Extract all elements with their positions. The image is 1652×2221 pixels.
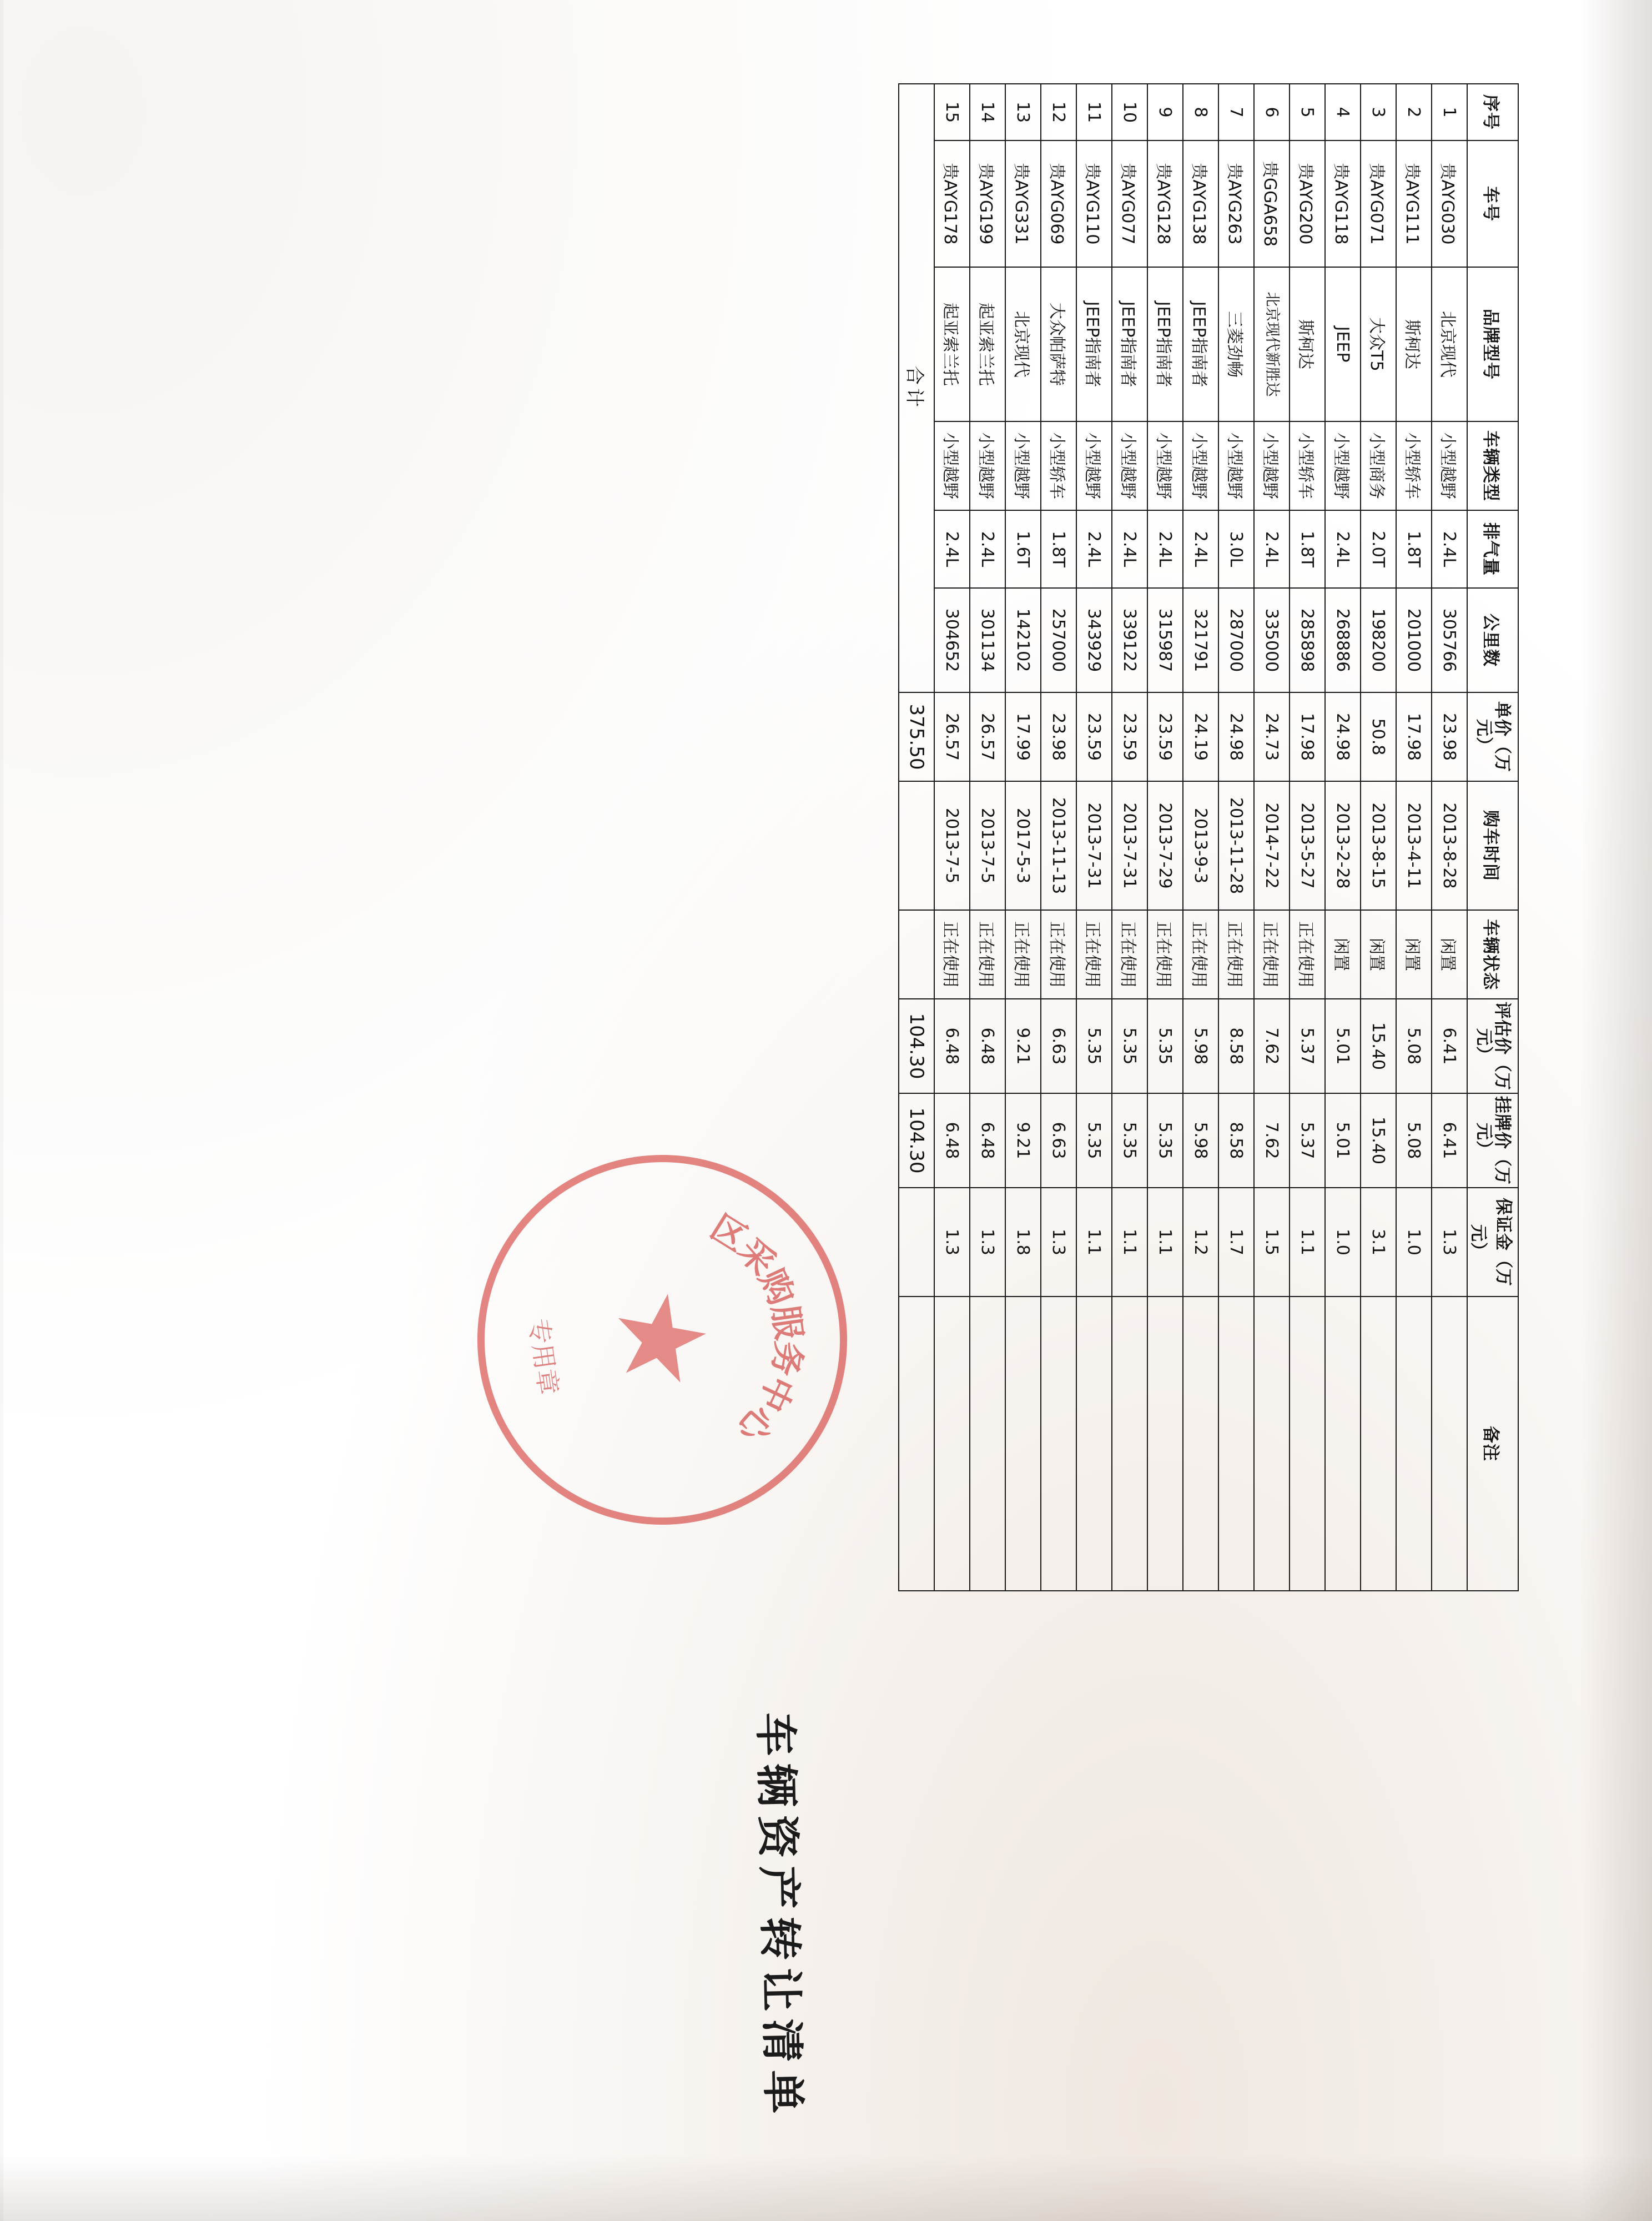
cell-mileage: 268886 [1325, 588, 1361, 692]
cell-type: 小型越野 [1183, 421, 1218, 510]
cell-type: 小型越野 [1432, 421, 1467, 510]
cell-status: 正在使用 [1112, 910, 1147, 999]
cell-displacement: 2.4L [1432, 510, 1467, 588]
cell-status: 闲置 [1396, 910, 1432, 999]
cell-deposit: 1.0 [1325, 1188, 1361, 1297]
cell-appraised-price: 6.41 [1432, 999, 1467, 1093]
cell-index: 5 [1290, 84, 1325, 140]
vehicle-transfer-table [898, 83, 1519, 1591]
col-header-listing-price: 挂牌价（万元） [1467, 1093, 1518, 1188]
cell-deposit: 1.0 [1396, 1188, 1432, 1297]
cell-model: JEEP [1325, 267, 1361, 421]
official-stamp [454, 1131, 871, 1549]
cell-displacement: 2.0T [1361, 510, 1396, 588]
cell-unit-price: 26.57 [934, 692, 970, 781]
cell-purchase-date: 2013-7-31 [1112, 781, 1147, 910]
cell-type: 小型越野 [1147, 421, 1183, 510]
cell-plate: 贵AYG200 [1290, 140, 1325, 267]
total-label: 合计 [899, 84, 934, 692]
cell-displacement: 2.4L [1183, 510, 1218, 588]
cell-mileage: 321791 [1183, 588, 1218, 692]
cell-listing-price: 5.35 [1147, 1093, 1183, 1188]
cell-remark [1112, 1297, 1147, 1591]
cell-purchase-date: 2013-2-28 [1325, 781, 1361, 910]
cell-remark [1183, 1297, 1218, 1591]
cell-remark [1325, 1297, 1361, 1591]
table-row [934, 84, 970, 1591]
cell-listing-price: 6.41 [1432, 1093, 1467, 1188]
cell-mileage: 305766 [1432, 588, 1467, 692]
total-remark [899, 1297, 934, 1591]
cell-mileage: 285898 [1290, 588, 1325, 692]
cell-purchase-date: 2013-4-11 [1396, 781, 1432, 910]
cell-appraised-price: 9.21 [1005, 999, 1041, 1093]
cell-deposit: 1.1 [1290, 1188, 1325, 1297]
table-row [1325, 84, 1361, 1591]
cell-remark [1396, 1297, 1432, 1591]
total-appraised-price: 104.30 [899, 999, 934, 1093]
cell-plate: 贵AYG118 [1325, 140, 1361, 267]
cell-index: 1 [1432, 84, 1467, 140]
col-header-purchase-date: 购车时间 [1467, 781, 1518, 910]
col-header-appraised-price: 评估价（万元） [1467, 999, 1518, 1093]
cell-appraised-price: 8.58 [1218, 999, 1254, 1093]
cell-mileage: 315987 [1147, 588, 1183, 692]
cell-mileage: 343929 [1076, 588, 1112, 692]
cell-remark [1005, 1297, 1041, 1591]
col-header-index: 序号 [1467, 84, 1518, 140]
cell-displacement: 2.4L [934, 510, 970, 588]
cell-unit-price: 23.98 [1432, 692, 1467, 781]
cell-status: 闲置 [1361, 910, 1396, 999]
cell-type: 小型越野 [1005, 421, 1041, 510]
col-header-type: 车辆类型 [1467, 421, 1518, 510]
cell-listing-price: 5.35 [1076, 1093, 1112, 1188]
cell-remark [1290, 1297, 1325, 1591]
cell-purchase-date: 2013-7-31 [1076, 781, 1112, 910]
stamp-sub-text: 专用章 [523, 1316, 564, 1397]
cell-remark [1361, 1297, 1396, 1591]
cell-type: 小型越野 [1218, 421, 1254, 510]
cell-unit-price: 24.98 [1218, 692, 1254, 781]
stamp-star: ★ [588, 1278, 737, 1401]
cell-mileage: 201000 [1396, 588, 1432, 692]
table-row [1290, 84, 1325, 1591]
cell-mileage: 301134 [970, 588, 1005, 692]
cell-displacement: 2.4L [1076, 510, 1112, 588]
cell-model: 北京现代 [1432, 267, 1467, 421]
cell-remark [1254, 1297, 1290, 1591]
cell-type: 小型越野 [934, 421, 970, 510]
cell-index: 7 [1218, 84, 1254, 140]
cell-status: 闲置 [1432, 910, 1467, 999]
cell-plate: 贵AYG069 [1041, 140, 1076, 267]
cell-type: 小型商务 [1361, 421, 1396, 510]
cell-index: 12 [1041, 84, 1076, 140]
table-row [1254, 84, 1290, 1591]
cell-purchase-date: 2013-5-27 [1290, 781, 1325, 910]
cell-status: 正在使用 [934, 910, 970, 999]
cell-appraised-price: 5.35 [1147, 999, 1183, 1093]
cell-unit-price: 24.19 [1183, 692, 1218, 781]
cell-remark [970, 1297, 1005, 1591]
cell-listing-price: 9.21 [1005, 1093, 1041, 1188]
cell-unit-price: 50.8 [1361, 692, 1396, 781]
cell-mileage: 339122 [1112, 588, 1147, 692]
cell-type: 小型越野 [1112, 421, 1147, 510]
cell-deposit: 1.1 [1112, 1188, 1147, 1297]
cell-model: JEEP指南者 [1076, 267, 1112, 421]
cell-mileage: 335000 [1254, 588, 1290, 692]
cell-appraised-price: 6.48 [970, 999, 1005, 1093]
cell-index: 2 [1396, 84, 1432, 140]
cell-deposit: 1.5 [1254, 1188, 1290, 1297]
cell-deposit: 1.1 [1147, 1188, 1183, 1297]
cell-purchase-date: 2013-7-5 [970, 781, 1005, 910]
cell-appraised-price: 6.63 [1041, 999, 1076, 1093]
cell-deposit: 1.7 [1218, 1188, 1254, 1297]
table-body [899, 84, 1467, 1591]
table-row [1183, 84, 1218, 1591]
cell-listing-price: 5.37 [1290, 1093, 1325, 1188]
col-header-status: 车辆状态 [1467, 910, 1518, 999]
cell-purchase-date: 2013-8-28 [1432, 781, 1467, 910]
cell-appraised-price: 15.40 [1361, 999, 1396, 1093]
stamp-arc-text: 区 采 购 服 务 中 心 [703, 1207, 810, 1451]
table-header-row [1467, 84, 1518, 1591]
cell-remark [934, 1297, 970, 1591]
table-row [1112, 84, 1147, 1591]
cell-index: 15 [934, 84, 970, 140]
cell-listing-price: 6.63 [1041, 1093, 1076, 1188]
total-date-blank [899, 781, 934, 910]
cell-purchase-date: 2014-7-22 [1254, 781, 1290, 910]
cell-index: 11 [1076, 84, 1112, 140]
cell-unit-price: 23.59 [1147, 692, 1183, 781]
cell-mileage: 287000 [1218, 588, 1254, 692]
cell-model: 北京现代新胜达 [1254, 267, 1290, 421]
cell-displacement: 1.8T [1290, 510, 1325, 588]
cell-model: 大众帕萨特 [1041, 267, 1076, 421]
cell-unit-price: 23.59 [1076, 692, 1112, 781]
cell-purchase-date: 2013-9-3 [1183, 781, 1218, 910]
cell-displacement: 2.4L [1254, 510, 1290, 588]
document-body [87, 83, 1585, 2138]
table-row [1396, 84, 1432, 1591]
cell-deposit: 1.1 [1076, 1188, 1112, 1297]
cell-model: 北京现代 [1005, 267, 1041, 421]
cell-listing-price: 5.08 [1396, 1093, 1432, 1188]
cell-type: 小型轿车 [1290, 421, 1325, 510]
cell-purchase-date: 2013-11-28 [1218, 781, 1254, 910]
cell-appraised-price: 5.08 [1396, 999, 1432, 1093]
cell-mileage: 304652 [934, 588, 970, 692]
cell-deposit: 3.1 [1361, 1188, 1396, 1297]
col-header-mileage: 公里数 [1467, 588, 1518, 692]
cell-deposit: 1.3 [1041, 1188, 1076, 1297]
cell-displacement: 2.4L [970, 510, 1005, 588]
cell-appraised-price: 7.62 [1254, 999, 1290, 1093]
cell-listing-price: 5.35 [1112, 1093, 1147, 1188]
cell-displacement: 3.0L [1218, 510, 1254, 588]
cell-status: 闲置 [1325, 910, 1361, 999]
cell-status: 正在使用 [1041, 910, 1076, 999]
page-title: 车辆资产转让清单 [749, 1712, 809, 2122]
cell-model: 起亚索兰托 [970, 267, 1005, 421]
cell-unit-price: 17.98 [1396, 692, 1432, 781]
cell-type: 小型越野 [970, 421, 1005, 510]
table-row [1361, 84, 1396, 1591]
cell-status: 正在使用 [1290, 910, 1325, 999]
cell-type: 小型越野 [1254, 421, 1290, 510]
cell-remark [1041, 1297, 1076, 1591]
cell-type: 小型轿车 [1396, 421, 1432, 510]
cell-listing-price: 7.62 [1254, 1093, 1290, 1188]
cell-plate: 贵GGA658 [1254, 140, 1290, 267]
cell-model: 大众T5 [1361, 267, 1396, 421]
col-header-unit-price: 单价（万元） [1467, 692, 1518, 781]
cell-unit-price: 23.98 [1041, 692, 1076, 781]
cell-plate: 贵AYG110 [1076, 140, 1112, 267]
cell-index: 3 [1361, 84, 1396, 140]
cell-unit-price: 23.59 [1112, 692, 1147, 781]
total-status-blank [899, 910, 934, 999]
cell-deposit: 1.2 [1183, 1188, 1218, 1297]
cell-remark [1147, 1297, 1183, 1591]
cell-remark [1218, 1297, 1254, 1591]
col-header-plate: 车号 [1467, 140, 1518, 267]
cell-status: 正在使用 [1183, 910, 1218, 999]
table-row [1041, 84, 1076, 1591]
col-header-deposit: 保证金（万元） [1467, 1188, 1518, 1297]
cell-deposit: 1.3 [970, 1188, 1005, 1297]
cell-displacement: 1.6T [1005, 510, 1041, 588]
cell-mileage: 198200 [1361, 588, 1396, 692]
cell-appraised-price: 5.35 [1112, 999, 1147, 1093]
cell-unit-price: 26.57 [970, 692, 1005, 781]
cell-status: 正在使用 [1076, 910, 1112, 999]
cell-status: 正在使用 [1147, 910, 1183, 999]
table-row [1147, 84, 1183, 1591]
cell-displacement: 1.8T [1041, 510, 1076, 588]
cell-model: JEEP指南者 [1112, 267, 1147, 421]
cell-plate: 贵AYG263 [1218, 140, 1254, 267]
cell-plate: 贵AYG138 [1183, 140, 1218, 267]
cell-displacement: 2.4L [1147, 510, 1183, 588]
cell-deposit: 1.3 [1432, 1188, 1467, 1297]
cell-index: 10 [1112, 84, 1147, 140]
cell-index: 4 [1325, 84, 1361, 140]
cell-appraised-price: 5.98 [1183, 999, 1218, 1093]
total-listing-price: 104.30 [899, 1093, 934, 1188]
cell-appraised-price: 5.37 [1290, 999, 1325, 1093]
cell-plate: 贵AYG331 [1005, 140, 1041, 267]
cell-remark [1432, 1297, 1467, 1591]
cell-status: 正在使用 [1218, 910, 1254, 999]
cell-purchase-date: 2013-7-5 [934, 781, 970, 910]
cell-listing-price: 5.01 [1325, 1093, 1361, 1188]
table-total-row [899, 84, 934, 1591]
table-row [1218, 84, 1254, 1591]
table-row [1076, 84, 1112, 1591]
cell-deposit: 1.8 [1005, 1188, 1041, 1297]
cell-purchase-date: 2017-5-3 [1005, 781, 1041, 910]
cell-plate: 贵AYG199 [970, 140, 1005, 267]
cell-type: 小型越野 [1325, 421, 1361, 510]
cell-plate: 贵AYG128 [1147, 140, 1183, 267]
cell-purchase-date: 2013-7-29 [1147, 781, 1183, 910]
cell-index: 14 [970, 84, 1005, 140]
cell-index: 13 [1005, 84, 1041, 140]
cell-model: 起亚索兰托 [934, 267, 970, 421]
cell-unit-price: 24.73 [1254, 692, 1290, 781]
cell-model: 斯柯达 [1396, 267, 1432, 421]
cell-deposit: 1.3 [934, 1188, 970, 1297]
cell-index: 8 [1183, 84, 1218, 140]
cell-appraised-price: 5.35 [1076, 999, 1112, 1093]
cell-model: JEEP指南者 [1183, 267, 1218, 421]
cell-mileage: 257000 [1041, 588, 1076, 692]
cell-purchase-date: 2013-11-13 [1041, 781, 1076, 910]
cell-displacement: 2.4L [1325, 510, 1361, 588]
cell-appraised-price: 5.01 [1325, 999, 1361, 1093]
cell-remark [1076, 1297, 1112, 1591]
cell-mileage: 142102 [1005, 588, 1041, 692]
total-deposit [899, 1188, 934, 1297]
cell-plate: 贵AYG077 [1112, 140, 1147, 267]
col-header-model: 品牌型号 [1467, 267, 1518, 421]
cell-listing-price: 6.48 [934, 1093, 970, 1188]
cell-plate: 贵AYG178 [934, 140, 970, 267]
cell-model: 三菱劲畅 [1218, 267, 1254, 421]
cell-purchase-date: 2013-8-15 [1361, 781, 1396, 910]
cell-listing-price: 15.40 [1361, 1093, 1396, 1188]
cell-appraised-price: 6.48 [934, 999, 970, 1093]
cell-model: 斯柯达 [1290, 267, 1325, 421]
cell-unit-price: 24.98 [1325, 692, 1361, 781]
cell-status: 正在使用 [970, 910, 1005, 999]
col-header-displacement: 排气量 [1467, 510, 1518, 588]
cell-plate: 贵AYG111 [1396, 140, 1432, 267]
cell-type: 小型轿车 [1041, 421, 1076, 510]
cell-status: 正在使用 [1254, 910, 1290, 999]
cell-plate: 贵AYG030 [1432, 140, 1467, 267]
col-header-remark: 备注 [1467, 1297, 1518, 1591]
table-row [1005, 84, 1041, 1591]
cell-listing-price: 8.58 [1218, 1093, 1254, 1188]
cell-model: JEEP指南者 [1147, 267, 1183, 421]
table-row [1432, 84, 1467, 1591]
cell-type: 小型越野 [1076, 421, 1112, 510]
cell-plate: 贵AYG071 [1361, 140, 1396, 267]
cell-listing-price: 5.98 [1183, 1093, 1218, 1188]
table-row [970, 84, 1005, 1591]
cell-displacement: 1.8T [1396, 510, 1432, 588]
cell-displacement: 2.4L [1112, 510, 1147, 588]
cell-unit-price: 17.98 [1290, 692, 1325, 781]
cell-index: 9 [1147, 84, 1183, 140]
total-unit-price: 375.50 [899, 692, 934, 781]
cell-unit-price: 17.99 [1005, 692, 1041, 781]
cell-listing-price: 6.48 [970, 1093, 1005, 1188]
cell-status: 正在使用 [1005, 910, 1041, 999]
cell-index: 6 [1254, 84, 1290, 140]
